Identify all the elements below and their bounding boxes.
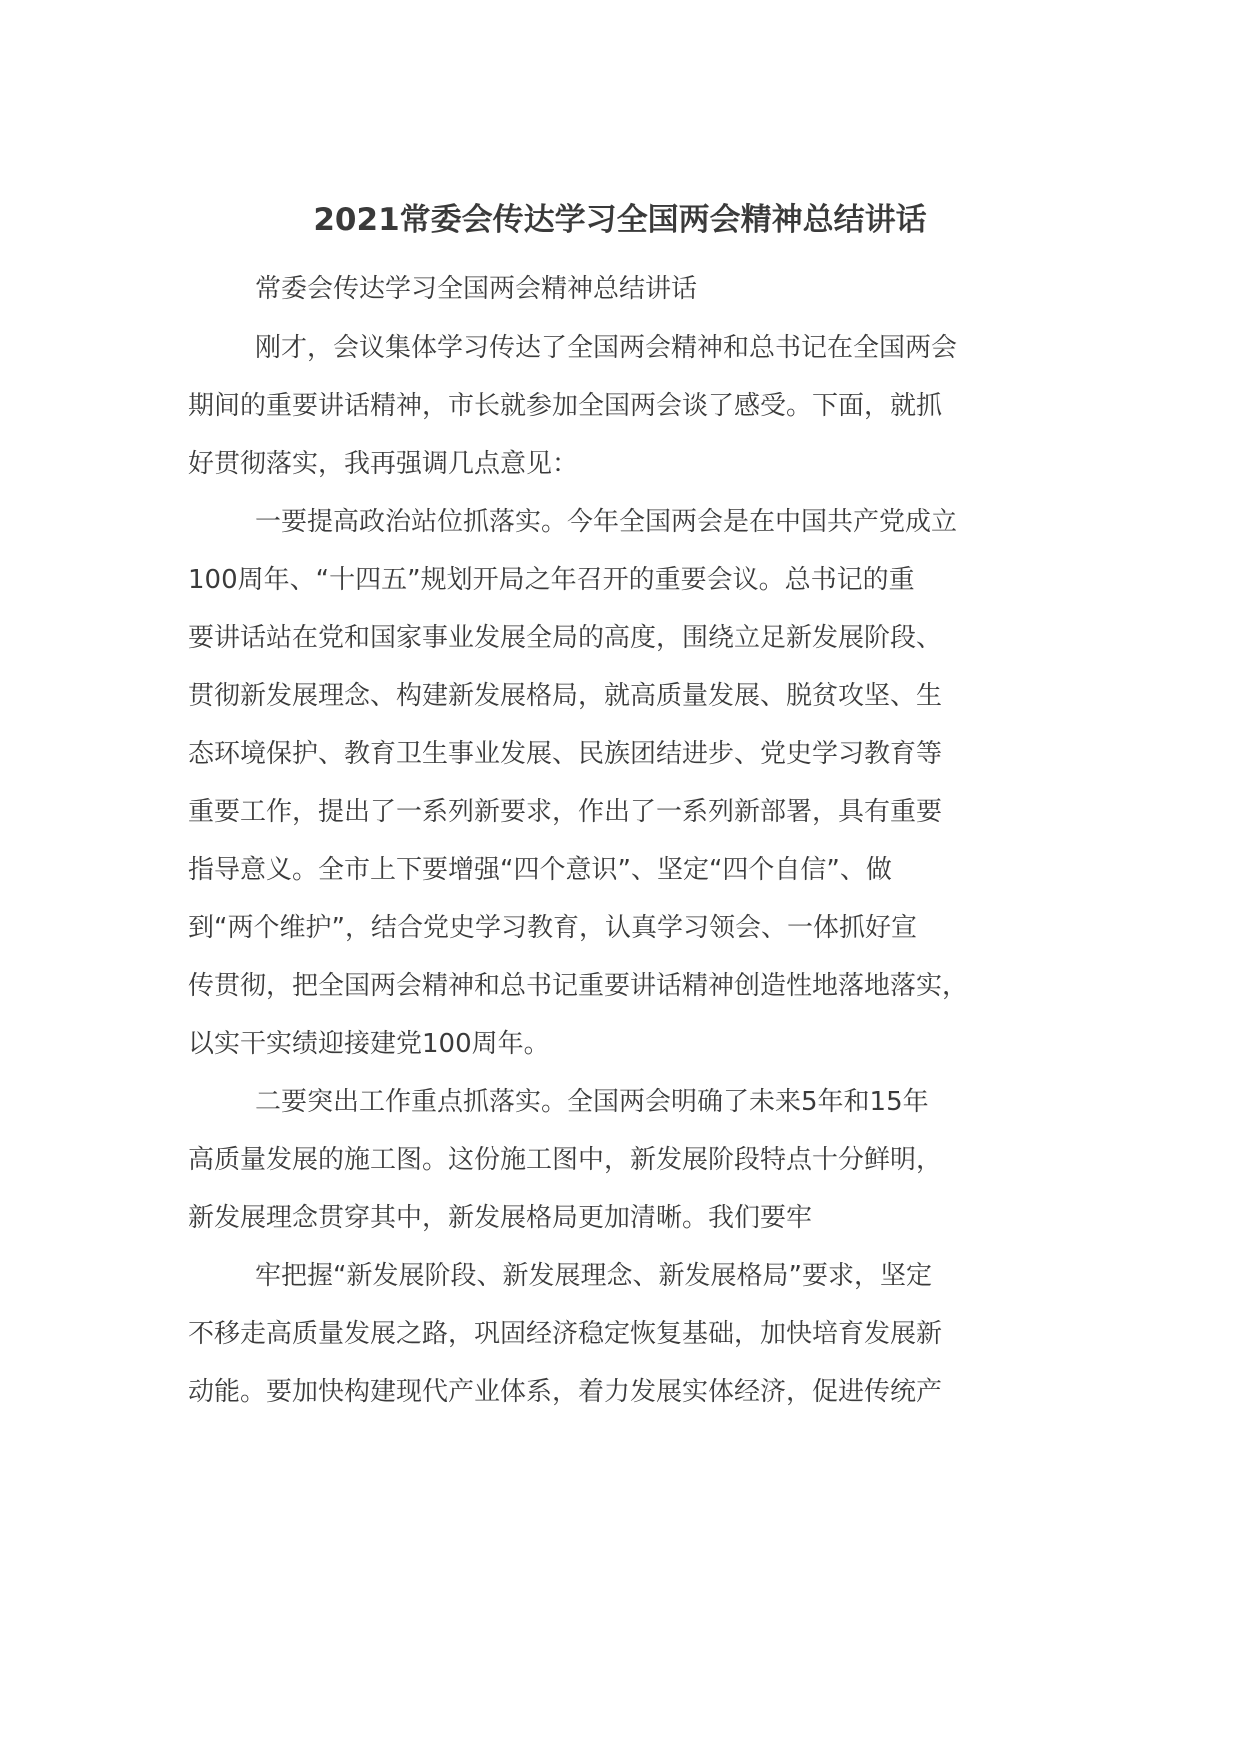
paragraph-line: 态环境保护、教育卫生事业发展、民族团结进步、党史学习教育等 <box>188 739 943 769</box>
paragraph-line: 常委会传达学习全国两会精神总结讲话 <box>255 274 698 304</box>
paragraph-line: 牢把握“新发展阶段、新发展理念、新发展格局”要求，坚定 <box>255 1261 932 1291</box>
paragraph-line: 100周年、“十四五”规划开局之年召开的重要会议。总书记的重 <box>188 565 915 595</box>
paragraph-line: 要讲话站在党和国家事业发展全局的高度，围绕立足新发展阶段、 <box>188 623 943 653</box>
paragraph-line: 以实干实绩迎接建党100周年。 <box>188 1029 550 1059</box>
paragraph-line: 刚才，会议集体学习传达了全国两会精神和总书记在全国两会 <box>255 333 958 363</box>
paragraph-line: 不移走高质量发展之路，巩固经济稳定恢复基础，加快培育发展新 <box>188 1319 943 1349</box>
paragraph-line: 到“两个维护”，结合党史学习教育，认真学习领会、一体抓好宣 <box>188 913 917 943</box>
paragraph-line: 动能。要加快构建现代产业体系，着力发展实体经济，促进传统产 <box>188 1377 943 1407</box>
paragraph-line: 新发展理念贯穿其中，新发展格局更加清晰。我们要牢 <box>188 1203 813 1233</box>
document-title: 2021常委会传达学习全国两会精神总结讲话 <box>313 202 927 238</box>
paragraph-line: 贯彻新发展理念、构建新发展格局，就高质量发展、脱贫攻坚、生 <box>188 681 943 711</box>
paragraph-line: 二要突出工作重点抓落实。全国两会明确了未来5年和15年 <box>255 1087 929 1117</box>
paragraph-line: 高质量发展的施工图。这份施工图中，新发展阶段特点十分鲜明， <box>188 1145 943 1175</box>
paragraph-line: 重要工作，提出了一系列新要求，作出了一系列新部署，具有重要 <box>188 797 943 827</box>
paragraph-line: 传贯彻，把全国两会精神和总书记重要讲话精神创造性地落地落实， <box>188 971 969 1001</box>
paragraph-line: 指导意义。全市上下要增强“四个意识”、坚定“四个自信”、做 <box>188 855 892 885</box>
paragraph-line: 好贯彻落实，我再强调几点意见： <box>188 449 579 479</box>
paragraph-line: 一要提高政治站位抓落实。今年全国两会是在中国共产党成立 <box>255 507 958 537</box>
paragraph-line: 期间的重要讲话精神，市长就参加全国两会谈了感受。下面，就抓 <box>188 391 943 421</box>
